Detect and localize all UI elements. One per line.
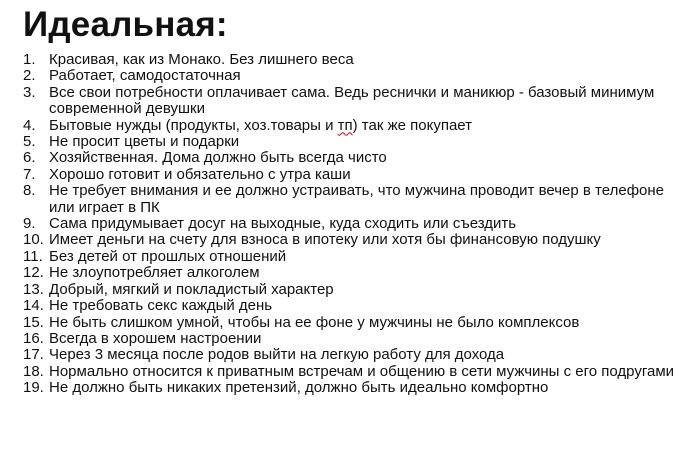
page-title: Идеальная: bbox=[23, 5, 228, 44]
item-number: 9. bbox=[23, 215, 36, 233]
item-text: Работает, самодостаточная bbox=[49, 67, 241, 85]
item-text: Не должно быть никаких претензий, должно быть идеально комфортно bbox=[49, 379, 549, 397]
document bbox=[23, 4, 693, 397]
item-text bbox=[49, 118, 693, 134]
item-text: Не требовать секс каждый день bbox=[49, 297, 273, 315]
item-number: 18. bbox=[23, 362, 44, 380]
item-text: Через 3 месяца после родов выйти на легкую работу для дохода bbox=[49, 346, 505, 364]
item-text: Не злоупотребляет алкоголем bbox=[49, 264, 260, 282]
item-number: 17. bbox=[23, 346, 44, 364]
item-number: 19. bbox=[23, 379, 44, 397]
list-item bbox=[23, 298, 693, 314]
item-number: 5. bbox=[23, 133, 36, 151]
list-item bbox=[23, 183, 693, 216]
list-item bbox=[23, 315, 693, 331]
list-item bbox=[23, 364, 693, 380]
item-text: Не быть слишком умной, чтобы на ее фоне у мужчины не было комплексов bbox=[49, 313, 580, 331]
item-text: Все свои потребности оплачивает сама. Ведь реснички и маникюр - базовый минимум современной девушки bbox=[49, 83, 655, 118]
list-item bbox=[23, 68, 693, 84]
list-item bbox=[23, 52, 693, 68]
numbered-list bbox=[23, 52, 693, 397]
item-text: Не просит цветы и подарки bbox=[49, 133, 240, 151]
item-text: Имеет деньги на счету для взноса в ипотеку или хотя бы финансовую подушку bbox=[49, 231, 601, 249]
item-number: 15. bbox=[23, 313, 44, 331]
item-number: 13. bbox=[23, 280, 44, 298]
list-item bbox=[23, 118, 693, 134]
item-number: 8. bbox=[23, 182, 36, 200]
item-text: Всегда в хорошем настроении bbox=[49, 329, 262, 347]
list-item bbox=[23, 282, 693, 298]
list-item bbox=[23, 232, 693, 248]
item-number: 14. bbox=[23, 297, 44, 315]
item-text: Красивая, как из Монако. Без лишнего веса bbox=[49, 51, 354, 68]
item-number: 10. bbox=[23, 231, 44, 249]
item-text: Сама придумывает досуг на выходные, куда сходить или съездить bbox=[49, 215, 517, 233]
item-text: Не требует внимания и ее должно устраивать, что мужчина проводит вечер в телефоне или играет в ПК bbox=[49, 182, 664, 216]
item-number: 4. bbox=[23, 116, 36, 134]
list-item bbox=[23, 150, 693, 166]
item-number: 16. bbox=[23, 329, 44, 347]
item-number: 2. bbox=[23, 67, 36, 85]
spellcheck-marked-word: тп bbox=[337, 116, 353, 134]
list-item bbox=[23, 216, 693, 232]
list-item bbox=[23, 134, 693, 150]
item-number: 6. bbox=[23, 149, 36, 167]
item-text: Добрый, мягкий и покладистый характер bbox=[49, 280, 334, 298]
item-text: Нормально относится к приватным встречам и общению в сети мужчины с его подругами bbox=[49, 362, 675, 380]
item-number: 12. bbox=[23, 264, 44, 282]
item-text: Хорошо готовит и обязательно с утра каши bbox=[49, 165, 351, 183]
item-text: Хозяйственная. Дома должно быть всегда чисто bbox=[49, 149, 387, 167]
item-number: 1. bbox=[23, 51, 36, 68]
item-text-after: ) так же покупает bbox=[352, 116, 472, 134]
list-item bbox=[23, 167, 693, 183]
item-text-before: Бытовые нужды (продукты, хоз.товары и bbox=[49, 116, 338, 134]
item-number: 11. bbox=[23, 247, 43, 265]
item-text: Без детей от прошлых отношений bbox=[49, 247, 287, 265]
item-number: 3. bbox=[23, 83, 36, 101]
list-item bbox=[23, 331, 693, 347]
list-item bbox=[23, 380, 693, 396]
item-number: 7. bbox=[23, 165, 36, 183]
list-item bbox=[23, 265, 693, 281]
list-item bbox=[23, 347, 693, 363]
list-item bbox=[23, 85, 693, 118]
list-item bbox=[23, 249, 693, 265]
